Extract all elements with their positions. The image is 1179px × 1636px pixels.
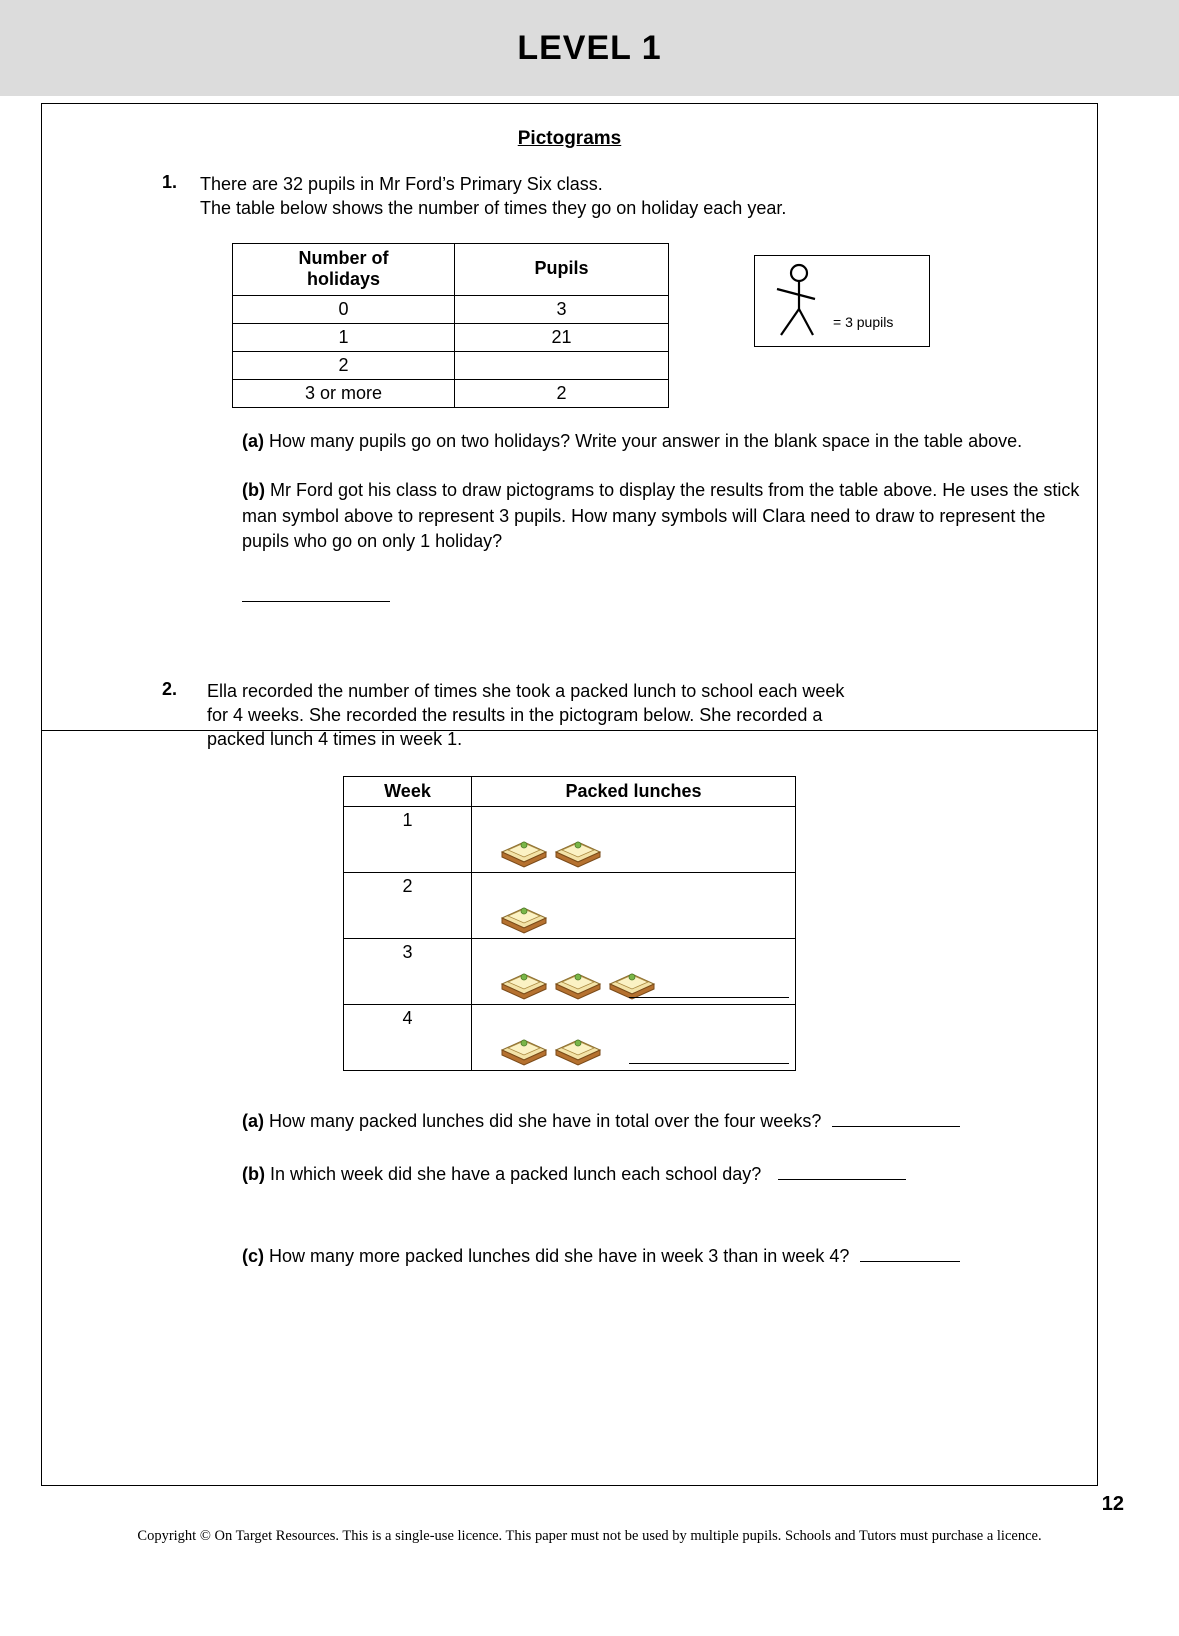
question-2-line-1: Ella recorded the number of times she took a packed lunch to school each week bbox=[207, 680, 845, 701]
table-row bbox=[233, 323, 669, 351]
cell-holidays: 3 or more bbox=[233, 379, 455, 407]
table-header-packed-lunches: Packed lunches bbox=[472, 776, 796, 806]
part-label-a: (a) bbox=[242, 1110, 264, 1131]
packed-lunches-table bbox=[343, 776, 796, 1071]
question-1-line-1: There are 32 pupils in Mr Ford’s Primary Six class. bbox=[200, 174, 603, 194]
table-row bbox=[344, 1004, 796, 1070]
table-header-holidays bbox=[233, 243, 455, 295]
cell-pupils: 2 bbox=[455, 379, 669, 407]
cell-week: 2 bbox=[344, 872, 472, 938]
question-1-number: 1. bbox=[162, 172, 178, 192]
sandwich-icon bbox=[498, 1030, 550, 1066]
cell-symbols-week-4 bbox=[472, 1004, 796, 1070]
page-title: LEVEL 1 bbox=[517, 28, 662, 67]
week-3-answer-line[interactable] bbox=[629, 997, 789, 998]
worksheet-subtitle: Pictograms bbox=[517, 128, 622, 149]
cell-week: 1 bbox=[344, 806, 472, 872]
pictogram-key-label: = 3 pupils bbox=[833, 313, 894, 330]
question-1-answer-line[interactable] bbox=[242, 589, 1097, 607]
sandwich-icon bbox=[498, 832, 550, 868]
cell-symbols-week-2 bbox=[472, 872, 796, 938]
part-label-a: (a) bbox=[242, 430, 264, 451]
worksheet-page bbox=[41, 103, 1098, 1486]
question-2-part-c bbox=[242, 1244, 1097, 1270]
cell-holidays: 2 bbox=[233, 351, 455, 379]
sandwich-icon bbox=[498, 898, 550, 934]
sandwich-row bbox=[498, 898, 795, 934]
table-row bbox=[233, 379, 669, 407]
sandwich-icon bbox=[552, 832, 604, 868]
question-1-part-b bbox=[242, 478, 1092, 555]
cell-pupils-answer-blank[interactable] bbox=[455, 351, 669, 379]
question-2-part-b bbox=[242, 1162, 1097, 1188]
question-2-part-a bbox=[242, 1109, 1097, 1135]
sandwich-icon bbox=[498, 964, 550, 1000]
question-2-stem bbox=[207, 679, 1037, 752]
table-header-week: Week bbox=[344, 776, 472, 806]
sandwich-row bbox=[498, 1030, 795, 1066]
page-number: 12 bbox=[1101, 1493, 1124, 1515]
table-row bbox=[233, 351, 669, 379]
question-1-stem bbox=[200, 172, 1020, 221]
part-text-b: Mr Ford got his class to draw pictograms to display the results from the table above. He uses the stick man symbol above to represent 3 pupils. How many symbols will Clara need to draw to represent the pupils who go on only 1 holiday? bbox=[242, 480, 1080, 552]
header-band bbox=[0, 0, 1179, 96]
table-row bbox=[233, 295, 669, 323]
part-text-a: How many packed lunches did she have in total over the four weeks? bbox=[269, 1110, 822, 1131]
holidays-table bbox=[232, 243, 669, 408]
question-2-line-3: packed lunch 4 times in week 1. bbox=[207, 729, 463, 750]
answer-line-2a[interactable] bbox=[832, 1126, 960, 1127]
table-header-holidays-line1: Number of bbox=[298, 247, 389, 268]
table-row bbox=[344, 806, 796, 872]
cell-symbols-week-3 bbox=[472, 938, 796, 1004]
question-1-part-a bbox=[242, 429, 1037, 455]
sandwich-icon bbox=[552, 1030, 604, 1066]
copyright-notice: Copyright © On Target Resources. This is a single-use licence. This paper must not be used by multiple pupils. Schools and Tutors must purchase a licence. bbox=[137, 1528, 1042, 1544]
cell-pupils: 3 bbox=[455, 295, 669, 323]
cell-symbols-week-1 bbox=[472, 806, 796, 872]
question-2-line-2: for 4 weeks. She recorded the results in the pictogram below. She recorded a bbox=[207, 705, 823, 726]
question-1 bbox=[42, 172, 1097, 607]
table-header-pupils: Pupils bbox=[455, 243, 669, 295]
cell-week: 4 bbox=[344, 1004, 472, 1070]
cell-week: 3 bbox=[344, 938, 472, 1004]
table-row bbox=[344, 872, 796, 938]
part-label-b: (b) bbox=[242, 1164, 265, 1185]
part-text-b: In which week did she have a packed lunch each school day? bbox=[270, 1164, 762, 1185]
week-4-answer-line[interactable] bbox=[629, 1063, 789, 1064]
cell-holidays: 1 bbox=[233, 323, 455, 351]
sandwich-row bbox=[498, 832, 795, 868]
part-text-c: How many more packed lunches did she have in week 3 than in week 4? bbox=[269, 1245, 850, 1266]
cell-pupils: 21 bbox=[455, 323, 669, 351]
answer-line-2c[interactable] bbox=[860, 1261, 960, 1262]
part-label-b: (b) bbox=[242, 480, 265, 501]
cell-holidays: 0 bbox=[233, 295, 455, 323]
pictogram-key-box bbox=[754, 255, 930, 347]
part-text-a: How many pupils go on two holidays? Write your answer in the blank space in the table above. bbox=[269, 430, 1023, 451]
sandwich-icon bbox=[606, 964, 658, 1000]
part-label-c: (c) bbox=[242, 1245, 264, 1266]
stick-man-icon bbox=[769, 261, 829, 341]
question-1-line-2: The table below shows the number of times they go on holiday each year. bbox=[200, 198, 787, 219]
question-2-number: 2. bbox=[162, 678, 178, 699]
table-row bbox=[344, 938, 796, 1004]
sandwich-icon bbox=[552, 964, 604, 1000]
answer-line-2b[interactable] bbox=[778, 1179, 906, 1180]
table-header-holidays-line2: holidays bbox=[306, 269, 381, 290]
question-2 bbox=[42, 679, 1097, 1270]
sandwich-row bbox=[498, 964, 795, 1000]
